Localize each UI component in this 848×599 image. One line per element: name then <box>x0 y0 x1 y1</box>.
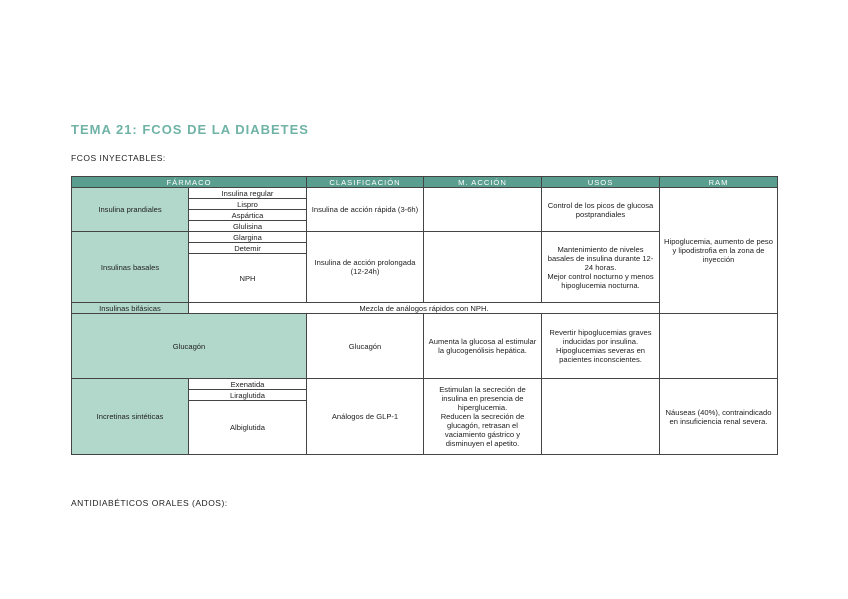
drug-cell: Lispro <box>189 199 307 210</box>
group-prandial: Insulina prandiales <box>72 188 189 232</box>
table-row <box>72 379 778 390</box>
basal-action <box>424 232 542 303</box>
group-glucagon: Glucagón <box>72 314 307 379</box>
section-orals-heading: ANTIDIABÉTICOS ORALES (ADOS): <box>71 498 228 508</box>
drug-cell: NPH <box>189 254 307 303</box>
drug-cell: Glargina <box>189 232 307 243</box>
prandial-uses: Control de los picos de glucosa postprandiales <box>542 188 660 232</box>
drug-cell: Exenatida <box>189 379 307 390</box>
page-title: TEMA 21: FCOS DE LA DIABETES <box>71 122 309 137</box>
table-header-row <box>72 177 778 188</box>
drug-cell: Insulina regular <box>189 188 307 199</box>
glucagon-action: Aumenta la glucosa al estimular la glucogenólisis hepática. <box>424 314 542 379</box>
prandial-classification: Insulina de acción rápida (3-6h) <box>307 188 424 232</box>
header-farmaco: FÁRMACO <box>72 177 307 188</box>
basal-uses <box>542 232 660 303</box>
drug-cell: Detemir <box>189 243 307 254</box>
header-usos: USOS <box>542 177 660 188</box>
basal-uses-2: Mejor control nocturno y menos hipoglucemia nocturna. <box>547 271 654 290</box>
glucagon-ram <box>660 314 778 379</box>
glucagon-classification: Glucagón <box>307 314 424 379</box>
glucagon-uses <box>542 314 660 379</box>
incretins-action <box>424 379 542 455</box>
incretins-action-1: Estimulan la secreción de insulina en presencia de hiperglucemia. <box>439 385 526 412</box>
group-incretins: Incretinas sintéticas <box>72 379 189 455</box>
drug-cell: Aspártica <box>189 210 307 221</box>
section-injectables-heading: FCOS INYECTABLES: <box>71 153 166 163</box>
table-row <box>72 314 778 379</box>
prandial-action <box>424 188 542 232</box>
basal-uses-1: Mantenimiento de niveles basales de insulina durante 12-24 horas. <box>547 244 654 272</box>
glucagon-uses-2: Hipoglucemias severas en pacientes inconscientes. <box>555 346 646 364</box>
drug-cell: Albiglutida <box>189 401 307 455</box>
injectables-table <box>71 176 778 455</box>
glucagon-uses-1: Revertir hipoglucemias graves inducidas por insulina. <box>549 328 652 346</box>
drug-cell: Glulisina <box>189 221 307 232</box>
drug-cell: Liraglutida <box>189 390 307 401</box>
incretins-action-2: Reducen la secreción de glucagón, retrasan el vaciamiento gástrico y disminuyen el apetito. <box>440 412 525 448</box>
table-row <box>72 188 778 199</box>
insulin-ram: Hipoglucemia, aumento de peso y lipodistrofia en la zona de inyección <box>660 188 778 314</box>
biphasic-description: Mezcla de análogos rápidos con NPH. <box>189 303 660 314</box>
incretins-classification: Análogos de GLP-1 <box>307 379 424 455</box>
group-biphasic: Insulinas bifásicas <box>72 303 189 314</box>
header-clasificacion: CLASIFICACIÓN <box>307 177 424 188</box>
header-accion: M. ACCIÓN <box>424 177 542 188</box>
incretins-uses <box>542 379 660 455</box>
incretins-ram: Náuseas (40%), contraindicado en insuficiencia renal severa. <box>660 379 778 455</box>
header-ram: RAM <box>660 177 778 188</box>
group-basal: Insulinas basales <box>72 232 189 303</box>
basal-classification: Insulina de acción prolongada (12-24h) <box>307 232 424 303</box>
